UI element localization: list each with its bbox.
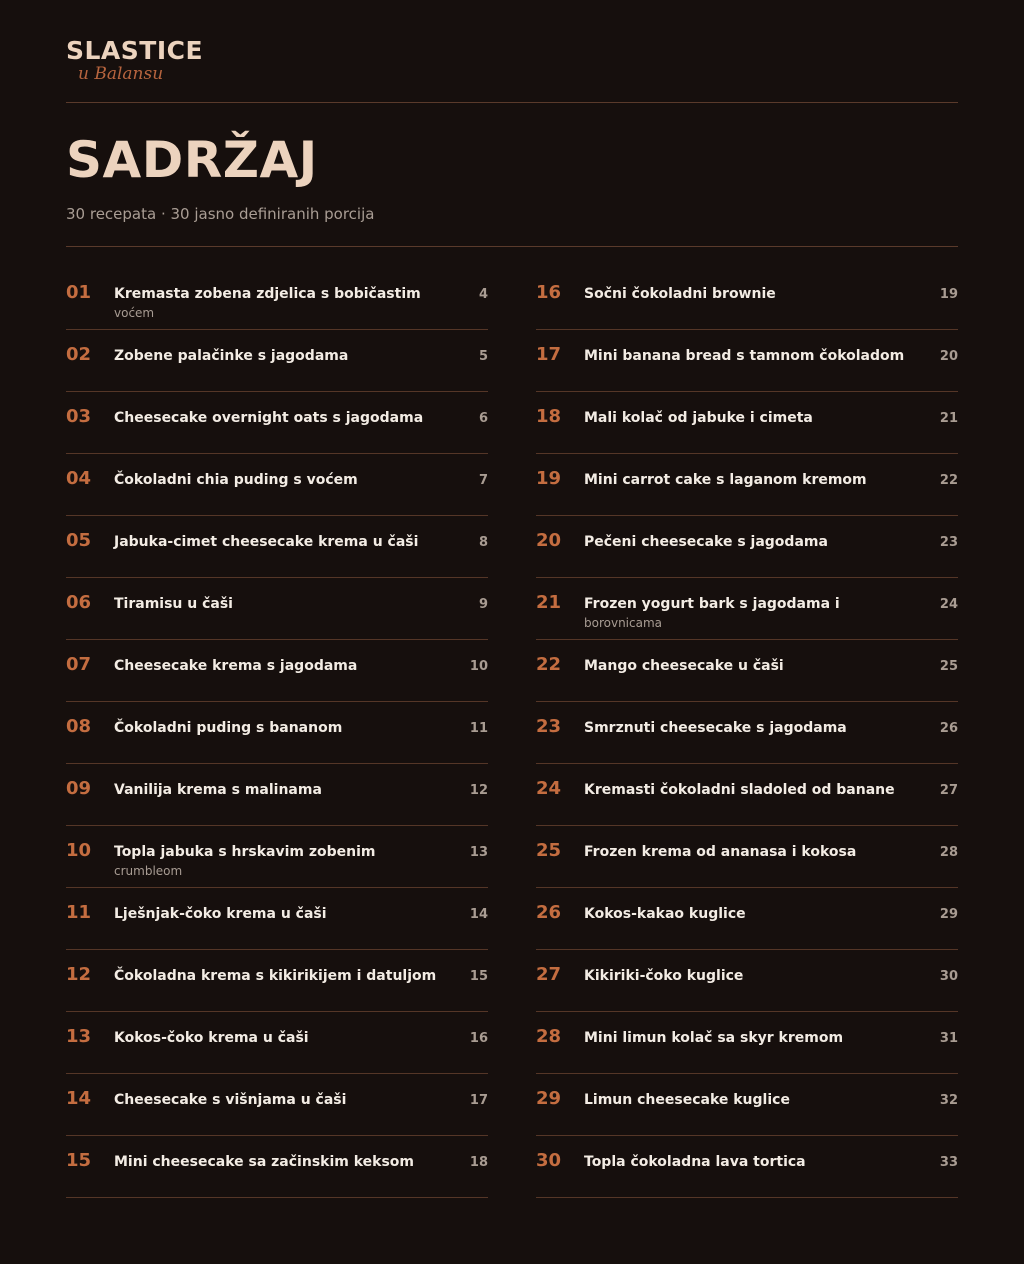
- page-title: SADRŽAJ: [66, 131, 318, 189]
- page-number: 15: [469, 969, 488, 984]
- recipe-title: Čokoladna krema s kikirikijem i datuljom: [114, 968, 437, 984]
- recipe-number: 20: [536, 530, 562, 551]
- recipe-number: 01: [66, 282, 92, 303]
- page-number: 20: [939, 349, 958, 364]
- page-number: 26: [939, 721, 958, 736]
- toc-entry[interactable]: [66, 1074, 488, 1136]
- recipe-title: Frozen krema od ananasa i kokosa: [584, 844, 857, 860]
- toc-entry[interactable]: [536, 640, 958, 702]
- toc-entry[interactable]: [536, 392, 958, 454]
- toc-entry[interactable]: [66, 578, 488, 640]
- toc-entry[interactable]: [536, 764, 958, 826]
- toc-entry[interactable]: [536, 454, 958, 516]
- recipe-title: Kremasti čokoladni sladoled od banane: [584, 782, 895, 798]
- recipe-number: 09: [66, 778, 92, 799]
- toc-entry[interactable]: [536, 578, 958, 640]
- page-number: 18: [469, 1155, 488, 1170]
- recipe-title: Smrznuti cheesecake s jagodama: [584, 720, 847, 736]
- page-number: 24: [939, 597, 958, 612]
- page-number: 9: [478, 597, 488, 612]
- recipe-title: Topla jabuka s hrskavim zobenim: [114, 844, 376, 860]
- page-number: 11: [469, 721, 488, 736]
- page-number: 30: [939, 969, 958, 984]
- toc-entry[interactable]: [66, 702, 488, 764]
- recipe-number: 13: [66, 1026, 92, 1047]
- toc-entry[interactable]: [536, 1136, 958, 1198]
- toc-column-right: [536, 268, 958, 1198]
- page-number: 25: [939, 659, 958, 674]
- toc-entry[interactable]: [66, 950, 488, 1012]
- page-number: 4: [478, 287, 488, 302]
- recipe-number: 27: [536, 964, 562, 985]
- recipe-number: 02: [66, 344, 92, 365]
- recipe-number: 11: [66, 902, 92, 923]
- recipe-number: 24: [536, 778, 562, 799]
- page-number: 29: [939, 907, 958, 922]
- recipe-title: Sočni čokoladni brownie: [584, 286, 776, 302]
- recipe-title: Frozen yogurt bark s jagodama i: [584, 596, 840, 612]
- page-number: 22: [939, 473, 958, 488]
- page-number: 23: [939, 535, 958, 550]
- page-number: 8: [478, 535, 488, 550]
- toc-entry[interactable]: [66, 392, 488, 454]
- recipe-title: Lješnjak-čoko krema u čaši: [114, 906, 327, 922]
- page-number: 33: [939, 1155, 958, 1170]
- toc-entry[interactable]: [66, 826, 488, 888]
- recipe-number: 15: [66, 1150, 92, 1171]
- page-number: 32: [939, 1093, 958, 1108]
- recipe-title: Mali kolač od jabuke i cimeta: [584, 410, 813, 426]
- recipe-number: 30: [536, 1150, 562, 1171]
- header-divider: [66, 102, 958, 103]
- toc-entry[interactable]: [66, 888, 488, 950]
- recipe-title: Cheesecake overnight oats s jagodama: [114, 410, 424, 426]
- recipe-title: Mini limun kolač sa skyr kremom: [584, 1030, 844, 1046]
- page-number: 6: [478, 411, 488, 426]
- page-number: 10: [469, 659, 488, 674]
- toc-entry[interactable]: [66, 268, 488, 330]
- toc-column-left: [66, 268, 488, 1198]
- page-number: 16: [469, 1031, 488, 1046]
- recipe-title: Pečeni cheesecake s jagodama: [584, 534, 828, 550]
- brand-logo: [66, 36, 203, 84]
- recipe-number: 10: [66, 840, 92, 861]
- page-subtitle: 30 recepata · 30 jasno definiranih porcija: [66, 205, 375, 223]
- recipe-title: Čokoladni puding s bananom: [114, 720, 343, 736]
- page-number: 13: [469, 845, 488, 860]
- recipe-number: 03: [66, 406, 92, 427]
- recipe-number: 12: [66, 964, 92, 985]
- recipe-number: 22: [536, 654, 562, 675]
- recipe-number: 26: [536, 902, 562, 923]
- toc-entry[interactable]: [66, 454, 488, 516]
- page-number: 28: [939, 845, 958, 860]
- toc-entry[interactable]: [536, 702, 958, 764]
- page-number: 14: [469, 907, 488, 922]
- page-number: 27: [939, 783, 958, 798]
- page-number: 21: [939, 411, 958, 426]
- recipe-title: Kokos-čoko krema u čaši: [114, 1030, 309, 1046]
- recipe-number: 06: [66, 592, 92, 613]
- recipe-number: 05: [66, 530, 92, 551]
- toc-entry[interactable]: [66, 1012, 488, 1074]
- toc-entry[interactable]: [66, 330, 488, 392]
- page-number: 19: [939, 287, 958, 302]
- toc-entry[interactable]: [536, 330, 958, 392]
- toc-entry[interactable]: [66, 1136, 488, 1198]
- recipe-title: Mini cheesecake sa začinskim keksom: [114, 1154, 415, 1170]
- recipe-title: Topla čokoladna lava tortica: [584, 1154, 806, 1170]
- page-number: 31: [939, 1031, 958, 1046]
- recipe-number: 16: [536, 282, 562, 303]
- toc-entry[interactable]: [536, 1012, 958, 1074]
- recipe-title: Tiramisu u čaši: [114, 596, 233, 612]
- recipe-number: 18: [536, 406, 562, 427]
- toc-entry[interactable]: [536, 888, 958, 950]
- page-number: 7: [478, 473, 488, 488]
- recipe-title: Zobene palačinke s jagodama: [114, 348, 349, 364]
- recipe-title-continued: borovnicama: [584, 616, 663, 630]
- recipe-number: 29: [536, 1088, 562, 1109]
- recipe-title: Cheesecake krema s jagodama: [114, 658, 358, 674]
- recipe-title: Mango cheesecake u čaši: [584, 658, 784, 674]
- recipe-number: 28: [536, 1026, 562, 1047]
- recipe-number: 19: [536, 468, 562, 489]
- recipe-title: Kokos-kakao kuglice: [584, 906, 746, 922]
- page-number: 17: [469, 1093, 488, 1108]
- toc-entry[interactable]: [66, 516, 488, 578]
- recipe-title: Jabuka-cimet cheesecake krema u čaši: [114, 534, 419, 550]
- toc-entry[interactable]: [536, 516, 958, 578]
- toc-entry[interactable]: [536, 268, 958, 330]
- toc-entry[interactable]: [66, 764, 488, 826]
- toc-entry[interactable]: [536, 826, 958, 888]
- recipe-title: Limun cheesecake kuglice: [584, 1092, 790, 1108]
- recipe-number: 04: [66, 468, 92, 489]
- page-number: 5: [478, 349, 488, 364]
- recipe-title: Kremasta zobena zdjelica s bobičastim: [114, 286, 421, 302]
- recipe-number: 25: [536, 840, 562, 861]
- recipe-number: 08: [66, 716, 92, 737]
- recipe-title: Vanilija krema s malinama: [114, 782, 322, 798]
- recipe-title: Mini carrot cake s laganom kremom: [584, 472, 867, 488]
- recipe-number: 07: [66, 654, 92, 675]
- recipe-title: Cheesecake s višnjama u čaši: [114, 1092, 347, 1108]
- recipe-title-continued: voćem: [114, 306, 155, 320]
- page-number: 12: [469, 783, 488, 798]
- brand-title: SLASTICE: [66, 36, 204, 65]
- recipe-title: Kikiriki-čoko kuglice: [584, 968, 744, 984]
- recipe-title: Mini banana bread s tamnom čokoladom: [584, 348, 905, 364]
- recipe-number: 21: [536, 592, 562, 613]
- toc-entry[interactable]: [536, 950, 958, 1012]
- recipe-number: 23: [536, 716, 562, 737]
- recipe-title: Čokoladni chia puding s voćem: [114, 472, 358, 488]
- recipe-number: 17: [536, 344, 562, 365]
- recipe-title-continued: crumbleom: [114, 864, 183, 878]
- toc-entry[interactable]: [536, 1074, 958, 1136]
- recipe-number: 14: [66, 1088, 92, 1109]
- toc-entry[interactable]: [66, 640, 488, 702]
- title-divider: [66, 246, 958, 247]
- brand-subtitle: u Balansu: [78, 64, 164, 84]
